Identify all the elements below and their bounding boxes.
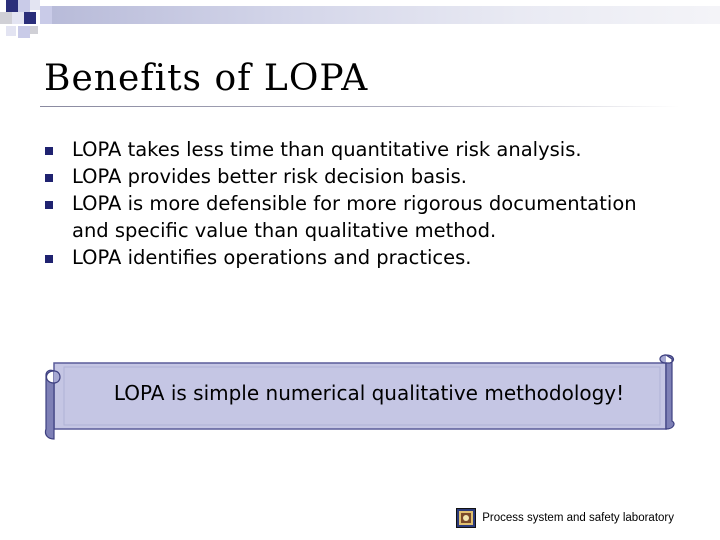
header-square	[40, 6, 52, 24]
scroll-left-curl	[54, 371, 60, 383]
banner-text: LOPA is simple numerical qualitative methodology!	[113, 381, 625, 405]
lab-emblem-icon	[456, 508, 476, 528]
scroll-left-roll	[45, 370, 54, 439]
header-square	[0, 12, 12, 24]
scroll-banner	[40, 353, 680, 443]
bullet-list	[45, 136, 665, 271]
bullet-item: LOPA identifies operations and practices.	[45, 244, 665, 271]
header-square	[12, 12, 24, 24]
footer	[456, 508, 674, 528]
header-square	[30, 0, 40, 10]
header-square	[18, 26, 30, 38]
scroll-right-curl	[660, 355, 666, 363]
bullet-item: LOPA is more defensible for more rigorous documentation and specific value than qualitative method.	[45, 190, 665, 244]
header-gradient-stripe	[52, 6, 720, 24]
bullet-item: LOPA takes less time than quantitative risk analysis.	[45, 136, 665, 163]
header-square	[18, 0, 30, 12]
header-square	[6, 26, 16, 36]
header-square	[30, 26, 38, 34]
footer-text: Process system and safety laboratory	[482, 512, 674, 524]
decorative-header-band	[0, 0, 720, 44]
header-square	[6, 0, 18, 12]
bullet-item: LOPA provides better risk decision basis.	[45, 163, 665, 190]
title-divider	[40, 106, 680, 107]
header-square	[24, 12, 36, 24]
slide-title: Benefits of LOPA	[44, 58, 369, 99]
